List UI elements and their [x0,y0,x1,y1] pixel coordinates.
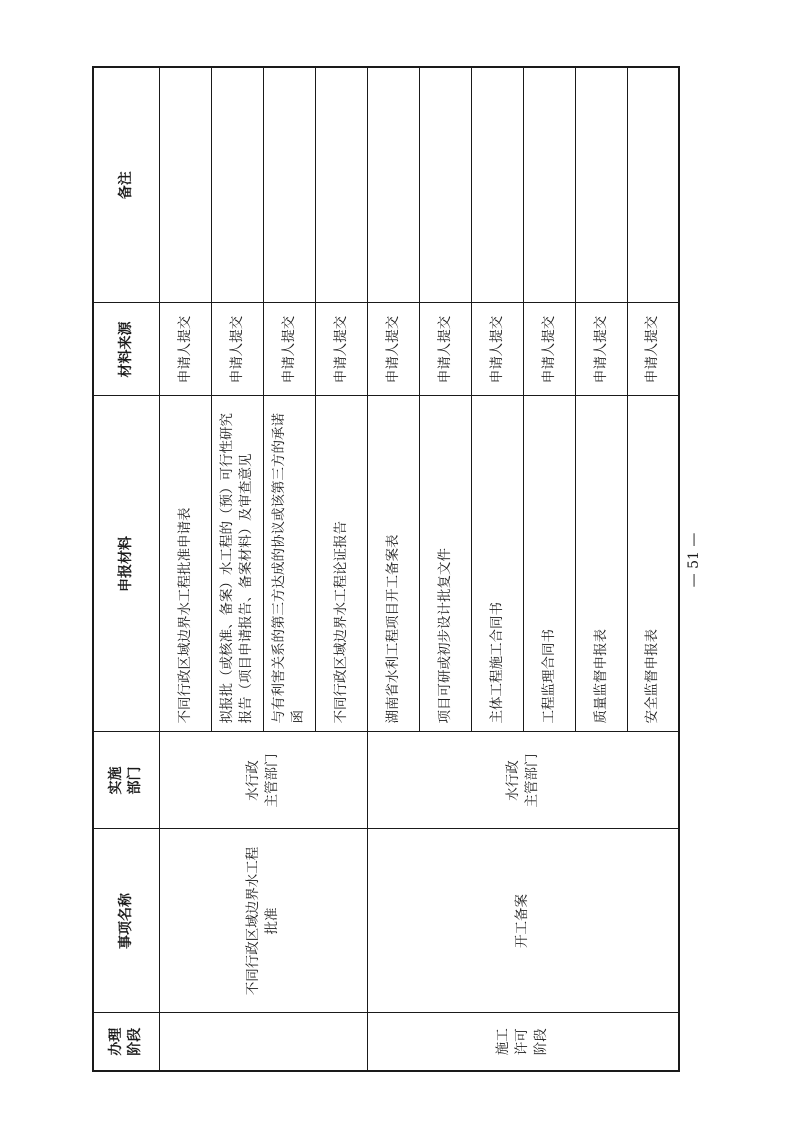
remark-cell [471,67,523,303]
dept-cell: 水行政 主管部门 [159,732,367,829]
header-item: 事项名称 [93,829,159,1013]
material-cell: 不同行政区域边界水工程论证报告 [315,396,367,732]
source-cell: 申请人提交 [315,303,367,396]
dept-cell: 水行政 主管部门 [367,732,679,829]
remark-cell [367,67,419,303]
material-cell: 不同行政区域边界水工程批准申请表 [159,396,211,732]
remark-cell [263,67,315,303]
header-source: 材料来源 [93,303,159,396]
material-cell: 湖南省水利工程项目开工备案表 [367,396,419,732]
material-cell: 质量监督申报表 [575,396,627,732]
materials-table [92,66,680,1072]
stage-cell: 施工 许可 阶段 [367,1013,679,1071]
item-name-cell: 开工备案 [367,829,679,1013]
source-cell: 申请人提交 [627,303,679,396]
remark-cell [159,67,211,303]
material-cell: 主体工程施工合同书 [471,396,523,732]
source-cell: 申请人提交 [263,303,315,396]
rotated-page-content [92,68,680,1072]
source-cell: 申请人提交 [367,303,419,396]
material-cell: 安全监督申报表 [627,396,679,732]
remark-cell [419,67,471,303]
material-cell: 项目可研或初步设计批复文件 [419,396,471,732]
source-cell: 申请人提交 [211,303,263,396]
remark-cell [211,67,263,303]
remark-cell [315,67,367,303]
table-header-row [93,67,159,1071]
page-number: — 51 — [686,532,702,588]
remark-cell [627,67,679,303]
source-cell: 申请人提交 [523,303,575,396]
table-row [159,67,211,1071]
material-cell: 与有利害关系的第三方达成的协议或该第三方的承诺函 [263,396,315,732]
source-cell: 申请人提交 [419,303,471,396]
item-name-cell: 不同行政区域边界水工程 批准 [159,829,367,1013]
remark-cell [523,67,575,303]
material-cell: 工程监理合同书 [523,396,575,732]
header-dept: 实施 部门 [93,732,159,829]
header-remark: 备注 [93,67,159,303]
source-cell: 申请人提交 [159,303,211,396]
material-cell: 拟报批（或核准、备案）水工程的（预）可行性研究报告（项目申请报告、备案材料）及审查意见 [211,396,263,732]
table-row [367,67,419,1071]
stage-cell-empty [159,1013,367,1071]
source-cell: 申请人提交 [471,303,523,396]
header-stage: 办理 阶段 [93,1013,159,1071]
header-material: 申报材料 [93,396,159,732]
remark-cell [575,67,627,303]
source-cell: 申请人提交 [575,303,627,396]
